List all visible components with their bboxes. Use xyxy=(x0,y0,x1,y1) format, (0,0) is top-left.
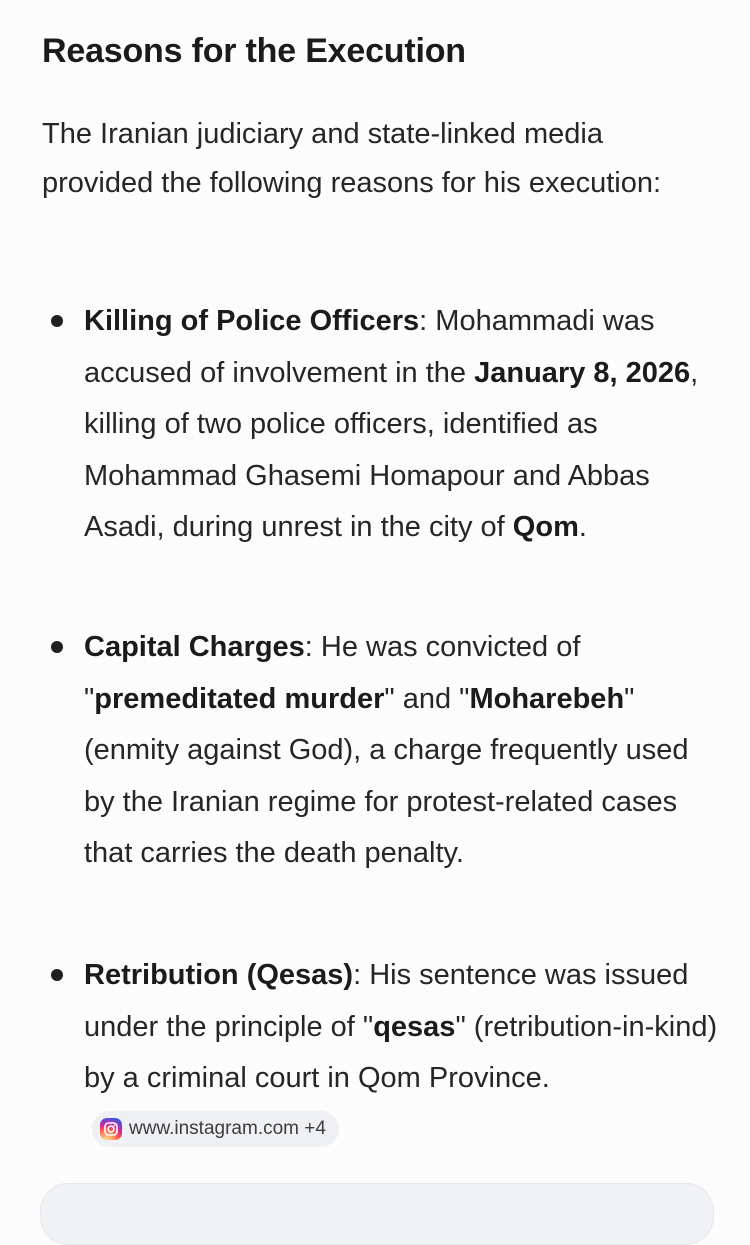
bullet-icon xyxy=(51,969,63,981)
reason-text xyxy=(84,622,724,880)
source-chip-label: www.instagram.com +4 xyxy=(129,1117,326,1139)
reason-term: Retribution (Qesas) xyxy=(84,959,354,991)
reason-body: " and " xyxy=(384,682,470,715)
reason-city: Qom xyxy=(512,511,579,543)
intro-paragraph: The Iranian judiciary and state-linked media provided the following reasons for his execution: xyxy=(42,118,662,199)
reason-text xyxy=(84,296,724,554)
instagram-icon xyxy=(100,1118,122,1140)
reason-principle: qesas xyxy=(373,1010,456,1043)
reason-body: " (retribution-in-kind) by a criminal court in Qom Province. xyxy=(84,1010,718,1094)
reason-term: Killing of Police Officers xyxy=(84,305,420,337)
next-card[interactable] xyxy=(40,1183,714,1245)
reason-body: , killing of two police officers, identified as Mohammad Ghasemi Homapour and Abbas Asadi, during unrest in the city of xyxy=(84,356,699,543)
reason-body: : He was convicted of " xyxy=(84,631,581,715)
reason-text xyxy=(84,950,724,1156)
bullet-icon xyxy=(51,315,63,327)
reason-body: : Mohammadi was accused of involvement in the xyxy=(84,305,655,389)
reason-charge: premeditated murder xyxy=(94,682,385,715)
reason-body: : His sentence was issued under the principle of " xyxy=(84,959,689,1043)
reason-body: . xyxy=(578,511,587,543)
source-chip[interactable] xyxy=(92,1111,339,1147)
bullet-icon xyxy=(51,641,63,653)
reason-charge: Moharebeh xyxy=(469,682,625,715)
section-heading: Reasons for the Execution xyxy=(42,32,466,70)
reason-term: Capital Charges xyxy=(84,631,305,663)
reason-body: " (enmity against God), a charge frequently used by the Iranian regime for protest-related cases that carries the death penalty. xyxy=(84,682,689,869)
reason-date: January 8, 2026 xyxy=(474,356,691,389)
